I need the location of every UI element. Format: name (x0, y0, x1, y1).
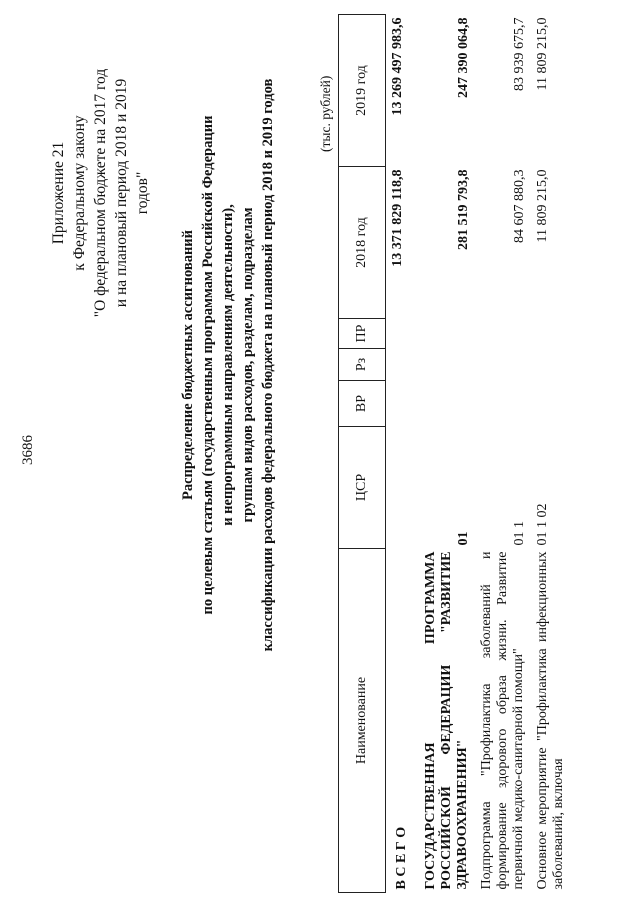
appendix-line: годов" (134, 171, 151, 215)
row-vr (476, 381, 532, 427)
row-2019: 13 269 497 983,6 (390, 17, 405, 116)
row-rz (420, 349, 476, 381)
row-name: ГОСУДАРСТВЕННАЯ ПРОГРАММА РОССИЙСКОЙ ФЕДЕРАЦИИ "РАЗВИТИЕ ЗДРАВООХРАНЕНИЯ" (422, 551, 470, 890)
title-line: классификации расходов федерального бюджета на плановый период 2018 и 2019 годов (260, 78, 276, 652)
header-2019: 2019 год (339, 15, 386, 167)
row-name: В С Е Г О (394, 826, 409, 890)
row-2019: 247 390 064,8 (455, 17, 471, 98)
row-rz (476, 349, 532, 381)
header-vr: ВР (339, 381, 386, 427)
title-line: по целевым статьям (государственным программам Российской Федерации (200, 115, 216, 615)
budget-table (338, 14, 571, 893)
page-number: 3686 (20, 435, 36, 465)
title-line: Распределение бюджетных ассигнований (180, 229, 196, 501)
appendix-line: к Федеральному закону (71, 115, 88, 271)
header-2018: 2018 год (339, 167, 386, 319)
row-2018: 11 809 215,0 (534, 169, 550, 243)
row-pr (476, 319, 532, 349)
row-2018: 281 519 793,8 (455, 169, 471, 250)
row-2018: 13 371 829 118,8 (390, 169, 405, 267)
row-name: Подпрограмма "Профилактика заболеваний и формирование здорового образа жизни. Развитие первичной медико-санитарной помощи" (478, 551, 526, 890)
header-name: Наименование (339, 549, 386, 893)
units-label: (тыс. рублей) (318, 75, 333, 152)
appendix-line: Приложение 21 (50, 141, 67, 245)
row-pr (386, 319, 420, 349)
document-title (178, 65, 278, 665)
row-pr (420, 319, 476, 349)
row-vr (386, 381, 420, 427)
row-csr: 01 1 02 (534, 503, 550, 546)
table-row (532, 15, 571, 893)
table-row (420, 15, 476, 893)
row-2018: 84 607 880,3 (511, 169, 527, 243)
row-2019: 83 939 675,7 (511, 17, 527, 91)
table-row (386, 15, 420, 893)
row-csr: 01 1 (511, 521, 527, 546)
appendix-line: и на плановый период 2018 и 2019 (113, 78, 130, 308)
row-rz (532, 349, 571, 381)
row-csr: 01 (455, 531, 471, 546)
header-pr: ПР (339, 319, 386, 349)
table-header-row (339, 15, 386, 893)
appendix-note (48, 28, 153, 358)
row-pr (532, 319, 571, 349)
title-line: и непрограммным направлениям деятельности), (220, 204, 236, 526)
table-row (476, 15, 532, 893)
row-2019: 11 809 215,0 (534, 17, 550, 91)
row-csr (386, 427, 420, 549)
title-line: группам видов расходов, разделам, подразделам (240, 207, 256, 523)
header-csr: ЦСР (339, 427, 386, 549)
row-vr (420, 381, 476, 427)
row-name: Основное мероприятие "Профилактика инфекционных заболеваний, включая (534, 551, 566, 890)
header-rz: Рз (339, 349, 386, 381)
row-vr (532, 381, 571, 427)
appendix-line: "О федеральном бюджете на 2017 год (92, 68, 109, 318)
row-rz (386, 349, 420, 381)
